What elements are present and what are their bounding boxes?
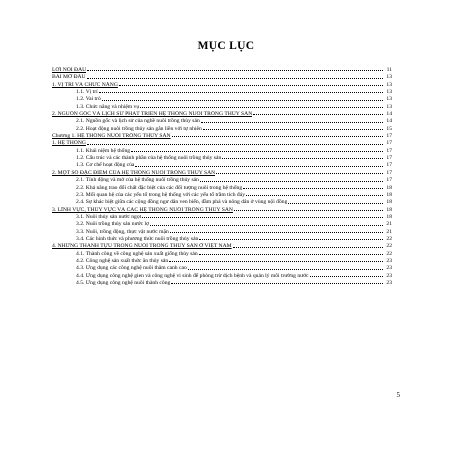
toc-entry: [52, 273, 392, 280]
toc-leader-dots: [131, 151, 383, 152]
toc-entry-text: 3.3. Nuôi, trồng động, thực vật nước mặn: [76, 228, 169, 235]
toc-leader-dots: [200, 181, 383, 182]
toc-entry: [52, 251, 392, 258]
toc-entry-text: LỜI NÓI ĐẦU: [52, 67, 87, 73]
toc-entry: [52, 207, 392, 214]
toc-entry-text: 1.3. Chức năng và nhiệm vụ: [76, 103, 140, 110]
toc-leader-dots: [188, 269, 383, 270]
toc-leader-dots: [102, 100, 383, 101]
toc-entry: [52, 74, 392, 81]
toc-entry-page: 23: [386, 272, 392, 279]
toc-entry-text: 4.1. Thành công về công nghệ sản xuất giống thủy sản: [76, 250, 198, 257]
toc-entry-page: 18: [386, 191, 392, 198]
toc-entry-page: 22: [386, 243, 392, 250]
toc-leader-dots: [135, 166, 383, 167]
toc-entry: [52, 280, 392, 287]
toc-entry-text: 1. HỆ THỐNG: [52, 140, 86, 147]
toc-leader-dots: [87, 144, 383, 145]
toc-entry-page: 17: [386, 177, 392, 184]
toc-entry: [52, 192, 392, 199]
toc-entry-page: 22: [386, 235, 392, 242]
toc-entry-text: 3.4. Các hình thức và phương thức nuôi trồng thủy sản: [76, 235, 199, 242]
toc-entry-text: 1.2. Vai trò: [76, 96, 101, 103]
toc-leader-dots: [199, 254, 383, 255]
toc-entry-page: 13: [386, 103, 392, 110]
toc-entry: [52, 229, 392, 236]
toc-entry-text: 2. MỘT SỐ ĐẶC ĐIỂM CỦA HỆ THỐNG NUÔI TRỒNG THỦY SẢN: [52, 169, 216, 176]
toc-entry-page: 11: [386, 67, 392, 73]
toc-entry: [52, 236, 392, 243]
toc-leader-dots: [199, 239, 383, 240]
toc-leader-dots: [87, 70, 383, 71]
toc-entry-page: 15: [386, 125, 392, 132]
toc-leader-dots: [222, 158, 383, 159]
toc-entry-page: 22: [386, 250, 392, 257]
toc-entry: [52, 185, 392, 192]
toc-entry: [52, 133, 392, 140]
toc-entry-page: 13: [386, 89, 392, 96]
toc-entry: [52, 155, 392, 162]
toc-leader-dots: [99, 92, 383, 93]
toc-entry: [52, 126, 392, 133]
toc-leader-dots: [216, 173, 383, 174]
toc-entry-page: 23: [386, 279, 392, 286]
toc-leader-dots: [140, 107, 383, 108]
toc-entry: [52, 89, 392, 96]
toc-entry-page: 23: [386, 257, 392, 264]
page-number: 5: [396, 391, 400, 399]
toc-entry-text: 1.2. Cấu trúc và các thành phần của hệ thống nuôi trồng thủy sản: [76, 155, 222, 162]
toc-entry-page: 21: [386, 221, 392, 228]
toc-entry-page: 14: [386, 111, 392, 118]
toc-entry-page: 17: [386, 162, 392, 169]
toc-leader-dots: [142, 217, 383, 218]
toc-entry: [52, 104, 392, 111]
toc-entry-page: 18: [386, 206, 392, 213]
toc-entry-page: 18: [386, 213, 392, 220]
toc-entry-text: 4.3. Ứng dụng các công nghệ nuôi thâm canh cao: [76, 265, 187, 272]
toc-entry-text: 4.4. Ứng dụng công nghệ gien và công nghệ vi sinh để phòng trừ dịch bệnh và quản lý môi trường nước: [76, 272, 309, 279]
toc-entry-text: 1. VỊ TRÍ VÀ CHỨC NĂNG: [52, 81, 118, 88]
toc-leader-dots: [201, 122, 383, 123]
toc-entry-text: 3.1. Nuôi thủy sản nước ngọt: [76, 213, 142, 220]
toc-entry-text: 3.2. Nuôi trồng thủy sản nước lợ: [76, 221, 149, 228]
toc-entry-page: 13: [386, 96, 392, 103]
toc-leader-dots: [246, 195, 383, 196]
toc-entry-text: 2.1. Nguồn gốc và lịch sử của nghề nuôi trồng thủy sản: [76, 118, 200, 125]
toc-entry: [52, 221, 392, 228]
toc-leader-dots: [253, 114, 383, 115]
toc-leader-dots: [243, 188, 383, 189]
toc-entry-text: 1.1. Vị trí: [76, 89, 98, 96]
toc-entry: [52, 214, 392, 221]
toc-entry-text: 1.3. Cơ chế hoạt động của: [76, 162, 135, 169]
toc-leader-dots: [203, 129, 383, 130]
table-of-contents: [52, 67, 392, 287]
toc-entry: [52, 111, 392, 118]
toc-entry-text: 2. NGUỒN GỐC VÀ LỊCH SỬ PHÁT TRIỂN HỆ THỐNG NUÔI TRỒNG THỦY SẢN: [52, 111, 253, 118]
toc-entry-page: 14: [386, 118, 392, 125]
toc-entry: [52, 243, 392, 250]
toc-entry: [52, 162, 392, 169]
toc-entry-text: 3. LĨNH VỰC, THỦY VỰC VÀ CÁC HỆ THỐNG NUÔI TRỒNG THỦY SẢN: [52, 206, 233, 213]
toc-leader-dots: [170, 232, 383, 233]
toc-entry-page: 18: [386, 199, 392, 206]
toc-leader-dots: [150, 225, 383, 226]
toc-entry-page: 17: [386, 169, 392, 176]
toc-leader-dots: [169, 261, 383, 262]
toc-entry-page: 17: [386, 155, 392, 162]
toc-entry-text: 4.5. Ứng dụng công nghệ nuôi thành công: [76, 279, 171, 286]
toc-entry-text: 2.3. Mối quan hệ của các yếu tố trong hệ thống với các yếu tố trầm tích đáy: [76, 191, 246, 198]
toc-entry: [52, 82, 392, 89]
toc-entry: [52, 148, 392, 155]
toc-entry-text: 2.4. Sự khác biệt giữa các cộng đồng ngư dân ven biển, đầm phá và nông dân ở vùng nội đồng: [76, 199, 288, 206]
toc-entry: [52, 258, 392, 265]
toc-title: MỤC LỤC: [197, 40, 255, 52]
toc-entry-text: 4.2. Công nghệ sản xuất thức ăn thủy sản: [76, 257, 169, 264]
toc-entry-page: 13: [386, 81, 392, 88]
toc-entry: [52, 67, 392, 74]
toc-entry: [52, 96, 392, 103]
toc-entry: [52, 170, 392, 177]
toc-entry: [52, 140, 392, 147]
toc-entry-page: 18: [386, 184, 392, 191]
toc-leader-dots: [233, 247, 383, 248]
toc-entry-text: 2.2. Hoạt động nuôi trồng thủy sản gắn liền với tự nhiên: [76, 125, 202, 132]
toc-entry-text: BÀI MỞ ĐẦU: [52, 74, 86, 81]
toc-entry-text: Chương 1. HỆ THỐNG NUÔI TRỒNG THỦY SẢN: [52, 133, 171, 140]
toc-leader-dots: [172, 136, 383, 137]
toc-entry-text: 4. NHỮNG THÀNH TỰU TRONG NUÔI TRỒNG THỦY SẢN Ở VIỆT NAM: [52, 243, 232, 250]
toc-entry: [52, 118, 392, 125]
toc-leader-dots: [288, 203, 383, 204]
toc-entry-page: 17: [386, 140, 392, 147]
toc-entry: [52, 177, 392, 184]
toc-entry-page: 13: [386, 74, 392, 81]
toc-entry-text: 1.1. Khái niệm hệ thống: [76, 147, 131, 154]
toc-entry-text: 2.1. Tính động và mở của hệ thống nuôi trồng thủy sản: [76, 177, 199, 184]
toc-leader-dots: [119, 85, 383, 86]
toc-leader-dots: [310, 276, 383, 277]
toc-entry-page: 23: [386, 265, 392, 272]
toc-entry-page: 17: [386, 133, 392, 140]
toc-entry: [52, 265, 392, 272]
toc-entry-page: 21: [386, 228, 392, 235]
toc-leader-dots: [87, 78, 383, 79]
toc-entry-text: 2.2. Khả năng trao đổi chất đặc biệt của các đối tượng nuôi trong hệ thống: [76, 184, 243, 191]
toc-leader-dots: [171, 283, 383, 284]
toc-leader-dots: [234, 210, 383, 211]
toc-entry: [52, 199, 392, 206]
toc-entry-page: 17: [386, 147, 392, 154]
